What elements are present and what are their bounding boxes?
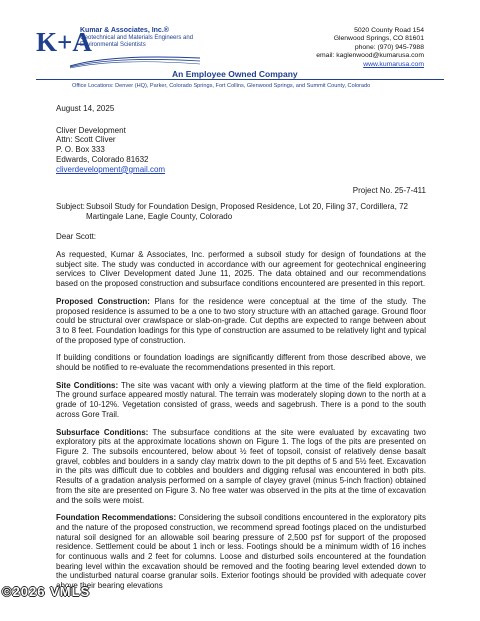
- building-conditions-paragraph: If building conditions or foundation loadings are significantly different from those described above, we should be notified to re-evaluate the recommendations presented in this report.: [56, 353, 426, 373]
- header-divider: [36, 79, 444, 80]
- foundation-recommendations-paragraph: [56, 513, 426, 591]
- proposed-construction-text: Plans for the residence were conceptual at the time of the study. The proposed residence is assumed to be a one to two story structure with an attached garage. Ground floor could be structural over crawlspace or slab-on-grade. Cut depths are expected to range between about 3 to 8 feet. Foundation loadings for this type of construction are assumed to be relatively light and typical of the proposed type of construction.: [56, 296, 426, 345]
- swoosh-graphic: [70, 52, 200, 68]
- recipient-block: [56, 126, 426, 175]
- greeting: Dear Scott:: [56, 232, 97, 242]
- subsurface-conditions-paragraph: [56, 428, 426, 506]
- recipient-line-2: Attn: Scott Cliver: [56, 135, 116, 145]
- website-link[interactable]: www.kumarusa.com: [363, 60, 424, 68]
- site-conditions-paragraph: [56, 381, 426, 420]
- company-name: Kumar & Associates, Inc.®: [80, 27, 169, 34]
- company-slogan: An Employee Owned Company: [172, 69, 298, 79]
- site-conditions-text: The site was vacant with only a viewing platform at the time of the field exploration. The ground surface appeared mostly natural. The terrain was moderately sloping down to the north at a grade of 10-12%. Vegetation consisted of grass, weeds and sagebrush. There is a pond to the south across Gore Trail.: [56, 380, 426, 419]
- letter-body: [56, 100, 426, 591]
- recipient-email-link[interactable]: cliverdevelopment@gmail.com: [56, 164, 166, 174]
- company-address: [316, 27, 424, 69]
- intro-paragraph: As requested, Kumar & Associates, Inc. performed a subsoil study for design of foundations at the subject site. The study was conducted in accordance with our agreement for geotechnical engineering services to Cliver Development dated June 11, 2025. The data obtained and our recommendations based on the proposed construction and subsurface conditions encountered are presented in this report.: [56, 250, 426, 289]
- recipient-line-4: Edwards, Colorado 81632: [56, 154, 149, 164]
- project-number: Project No. 25-7-411: [352, 186, 426, 196]
- logo-text: K+A: [36, 27, 92, 57]
- foundation-recommendations-text: Considering the subsoil conditions encountered in the exploratory pits and the nature of the proposed construction, we recommend spread footings placed on the undisturbed natural soil designed for an allowable soil bearing pressure of 2,500 psf for support of the proposed residence. Settlement could be about 1 inch or less. Footings should be a minimum width of 16 inches for continuous walls and 2 feet for columns. Loose and disturbed soils encountered at the foundation bearing level within the excavation should be removed and the footing bearing level extended down to the undisturbed natural coarse granular soils. Exterior footings should be provided with adequate cover above their bearing elevations: [56, 513, 426, 591]
- proposed-construction-heading: Proposed Construction:: [56, 296, 150, 306]
- subject-text: Subsoil Study for Foundation Design, Proposed Residence, Lot 20, Filing 37, Cordillera, 72 Martingale Lane, Eagle County, Colorado: [86, 201, 408, 221]
- mls-watermark: ©2026 VMLS: [2, 584, 91, 599]
- subject-label: Subject:: [56, 201, 85, 211]
- subject-line: [56, 202, 426, 221]
- address-line-1: 5020 County Road 154: [354, 27, 424, 34]
- company-tagline: Geotechnical and Materials Engineers and Environmental Scientists: [80, 35, 194, 48]
- email-address: email: kaglenwood@kumarusa.com: [316, 52, 424, 60]
- letter-date: August 14, 2025: [56, 104, 115, 113]
- subsurface-conditions-text: The subsurface conditions at the site were evaluated by excavating two exploratory pits at the approximate locations shown on Figure 1. The logs of the pits are presented on Figure 2. The subsoils encountered, below about ½ feet of topsoil, consist of relatively dense basalt gravel, cobbles and boulders in a sandy clay matrix down to the pit depths of 5 and 5½ feet. Excavation in the pits was difficult due to cobbles and boulders and digging refusal was encountered in both pits. Results of a gradation analysis performed on a sample of clayey gravel (minus 5-inch fraction) obtained from the site are presented on Figure 3. No free water was observed in the pits at the time of excavation and the soils were moist.: [56, 427, 426, 505]
- proposed-construction-paragraph: [56, 297, 426, 346]
- site-conditions-heading: Site Conditions:: [56, 380, 119, 390]
- foundation-recommendations-heading: Foundation Recommendations:: [56, 513, 177, 523]
- phone-number: phone: (970) 945-7988: [354, 43, 424, 51]
- recipient-line-1: Cliver Development: [56, 125, 126, 135]
- subsurface-conditions-heading: Subsurface Conditions:: [56, 427, 149, 437]
- recipient-line-3: P. O. Box 333: [56, 145, 105, 155]
- address-line-2: Glenwood Springs, CO 81601: [333, 35, 424, 43]
- office-locations: Office Locations: Denver (HQ), Parker, Colorado Springs, Fort Collins, Glenwood Springs, and Summit County, Colorado: [72, 83, 371, 89]
